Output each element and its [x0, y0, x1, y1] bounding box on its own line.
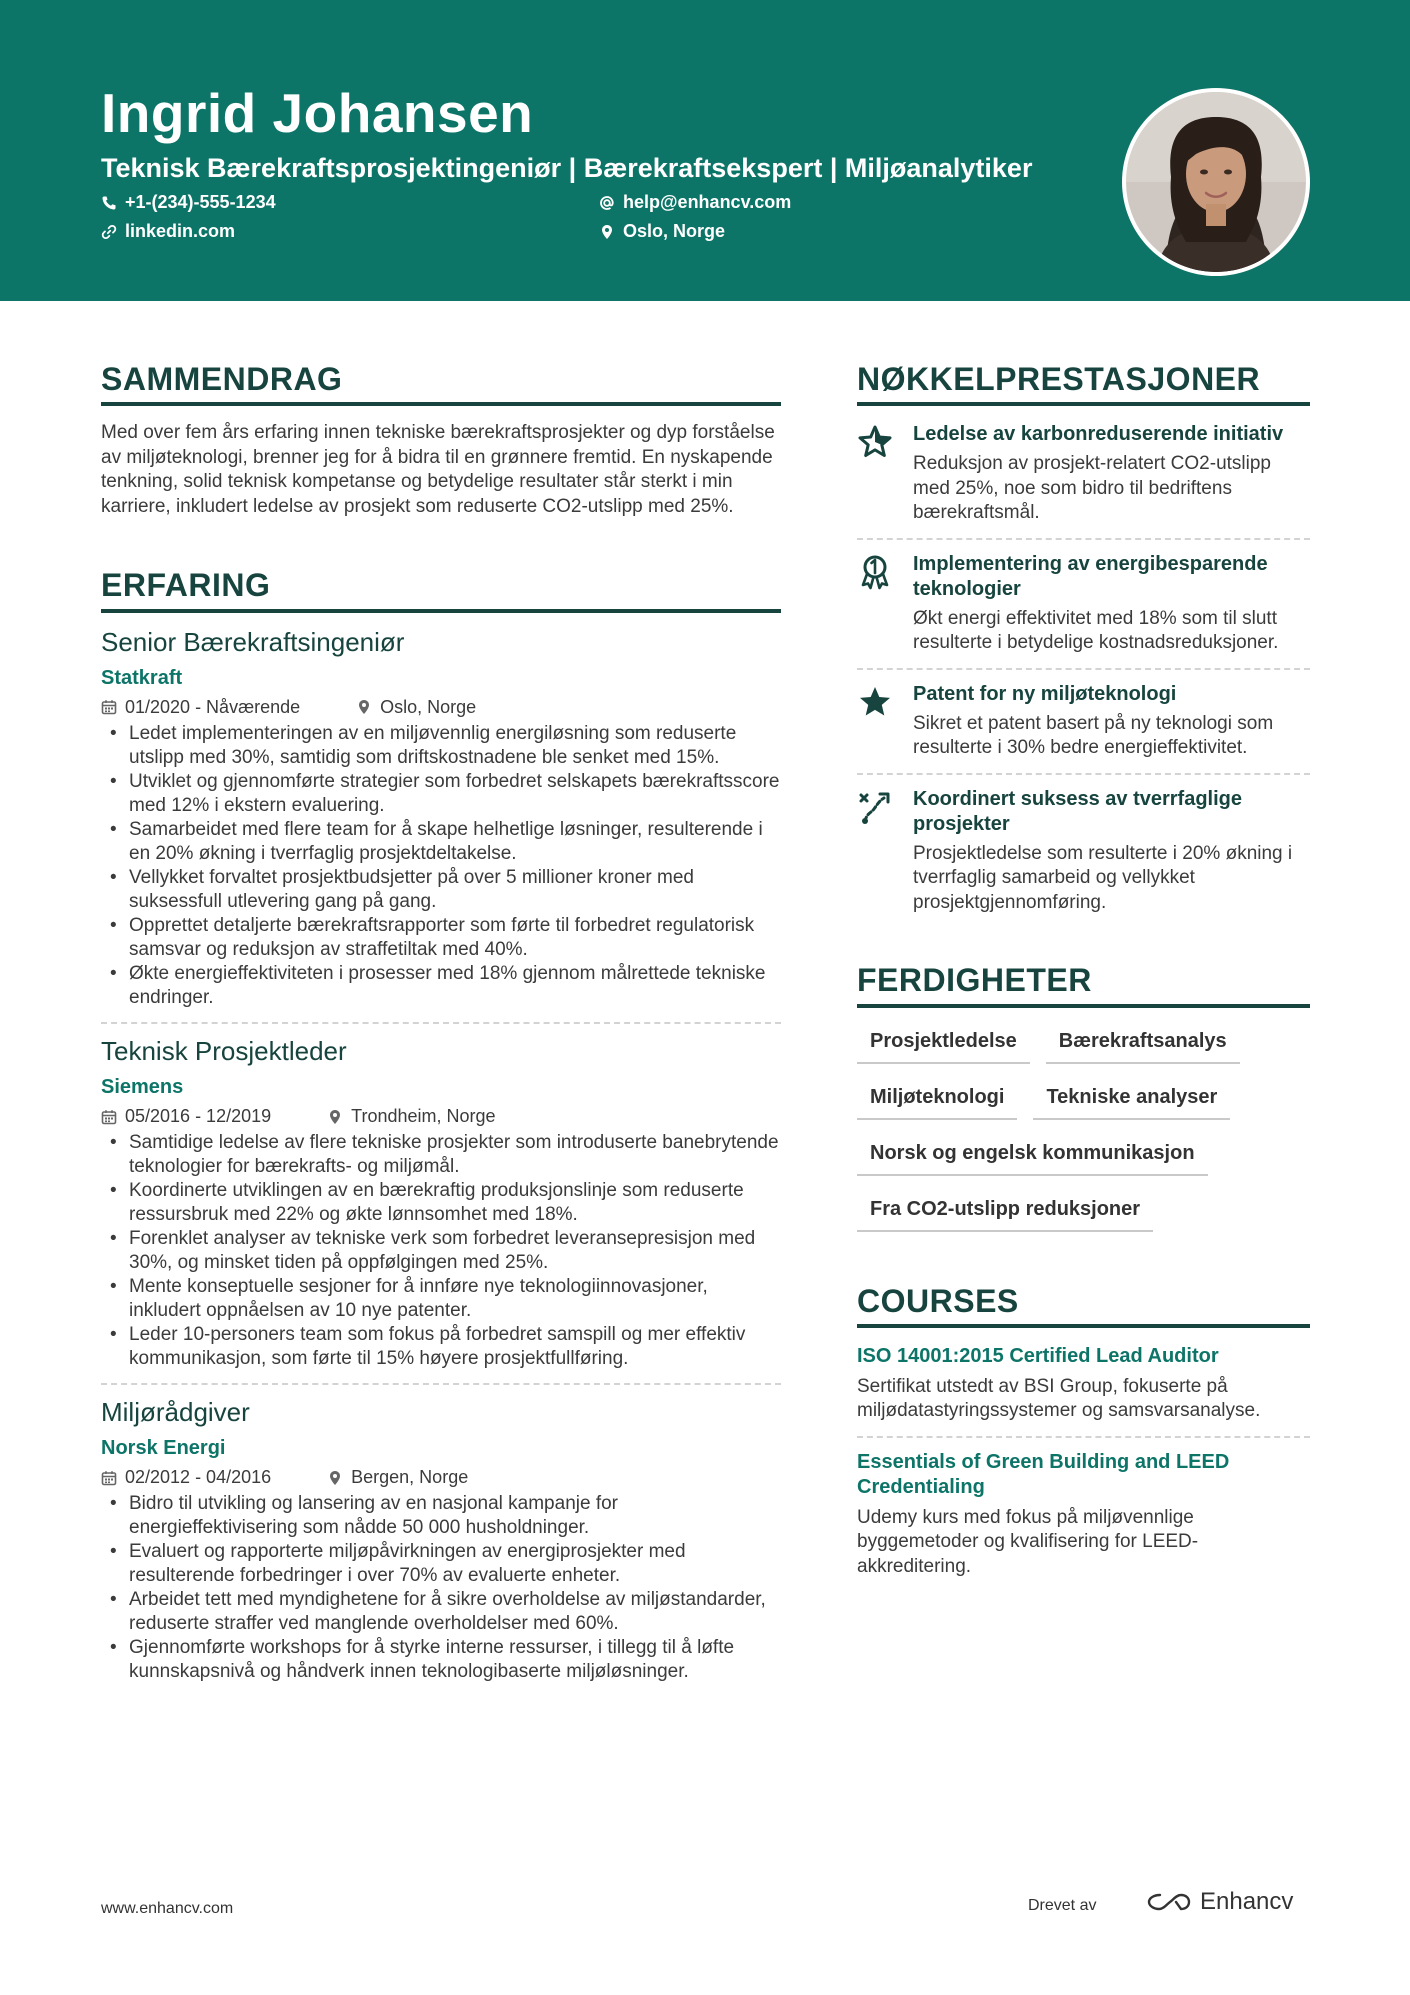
list-item: • Samarbeidet med flere team for å skape helhetlige løsninger, resulterende i en 20% økning i tverrfaglig prosjektdeltakelse. [101, 818, 781, 866]
footer-website[interactable]: www.enhancv.com [101, 1900, 234, 1917]
divider [857, 773, 1310, 775]
achievement-desc: Sikret et patent basert på ny teknologi som resulterte i 30% bedre energieffektivitet. [913, 712, 1274, 759]
job-bullets [101, 722, 781, 1010]
course-desc: Sertifikat utstedt av BSI Group, fokuserte på miljødatastyringssystemer og samsvarsanalyse. [857, 1375, 1261, 1422]
skill-tag: Fra CO2-utslipp reduksjoner [857, 1196, 1153, 1232]
job-dates: 05/2016 - 12/2019 [125, 1106, 272, 1127]
divider [857, 538, 1310, 540]
link-icon [101, 224, 117, 240]
achievement-title: Implementering av energibesparende teknologier [913, 552, 1268, 600]
enhancv-logo-icon [1146, 1890, 1192, 1914]
job-entry [101, 1036, 781, 1371]
list-item: • Evaluert og rapporterte miljøpåvirkningen av energiprosjekter med resulterende forbedringer i over 70% av evaluerte enheter. [101, 1540, 781, 1588]
job-dates: 01/2020 - Nåværende [125, 696, 301, 717]
course-item [857, 1344, 1310, 1424]
skills-heading: FERDIGHETER [857, 961, 1310, 1007]
list-item: • Mente konseptuelle sesjoner for å innføre nye teknologiinnovasjoner, inkludert oppnåelsen av 10 nye patenter. [101, 1275, 781, 1323]
company-name: Norsk Energi [101, 1437, 226, 1460]
job-meta [101, 1467, 781, 1488]
phone-text: +1-(234)-555-1234 [125, 192, 276, 212]
list-item: • Ledet implementeringen av en miljøvennlig energiløsning som reduserte utslipp med 30%, samtidig som driftskostnadene ble senket med 15%. [101, 722, 781, 770]
job-title: Teknisk Prosjektleder [101, 1035, 347, 1066]
divider [101, 1383, 781, 1385]
company-name: Statkraft [101, 666, 183, 689]
linkedin-text: linkedin.com [125, 221, 236, 241]
list-item: • Forenklet analyser av tekniske verk som forbedret leveransepresisjon med 30%, og minsket tiden på oppfølgingen med 25%. [101, 1227, 781, 1275]
achievement-desc: Prosjektledelse som resulterte i 20% økning i tverrfaglig samarbeid og vellykket prosjektgjennomføring. [913, 842, 1293, 913]
calendar-icon [101, 1470, 117, 1486]
skills-list [857, 1028, 1310, 1232]
job-bullets [101, 1492, 781, 1684]
location-pin-icon [599, 224, 615, 240]
job-location: Oslo, Norge [380, 696, 477, 717]
summary-text: Med over fem års erfaring innen tekniske bærekraftsprosjekter og dyp forståelse av miljøteknologi, brenner jeg for å bidra til en grønnere fremtid. En nyskapende tenkning, solid teknisk kompetanse og betydelige resultater står sterkt i min karriere, inkludert ledelse av prosjekt som reduserte CO2-utslipp med 25%. [101, 422, 775, 517]
right-column [857, 360, 1310, 1579]
job-dates: 02/2012 - 04/2016 [125, 1467, 272, 1488]
course-title: ISO 14001:2015 Certified Lead Auditor [857, 1345, 1219, 1368]
left-column [101, 360, 781, 1684]
candidate-name: Ingrid Johansen [101, 82, 534, 144]
company-name: Siemens [101, 1076, 184, 1099]
contact-phone[interactable] [101, 192, 276, 213]
divider [857, 1436, 1310, 1438]
achievement-item [857, 787, 1310, 916]
contact-location [599, 221, 725, 242]
list-item: • Utviklet og gjennomførte strategier som forbedret selskapets bærekraftsscore med 12% i ekstern evaluering. [101, 770, 781, 818]
star-outline-icon [857, 424, 893, 460]
job-location: Bergen, Norge [351, 1467, 469, 1488]
achievement-title: Koordinert suksess av tverrfaglige prosjekter [913, 787, 1243, 835]
summary-heading: SAMMENDRAG [101, 360, 781, 406]
award-ribbon-icon [857, 554, 893, 590]
avatar [1126, 92, 1306, 272]
skill-tag: Bærekraftsanalys [1046, 1028, 1240, 1064]
list-item: • Samtidige ledelse av flere tekniske prosjekter som introduserte banebrytende teknologier for bærekrafts- og miljømål. [101, 1131, 781, 1179]
location-pin-icon [327, 1109, 343, 1125]
achievement-item [857, 682, 1310, 761]
calendar-icon [101, 1109, 117, 1125]
divider [857, 668, 1310, 670]
location-pin-icon [356, 699, 372, 715]
contact-email[interactable] [599, 192, 791, 213]
divider [101, 1022, 781, 1024]
skill-tag: Miljøteknologi [857, 1084, 1017, 1120]
location-text: Oslo, Norge [623, 221, 726, 241]
list-item: • Opprettet detaljerte bærekraftsrapporter som førte til forbedret regulatorisk samsvar og reduksjon av straffetiltak med 40%. [101, 914, 781, 962]
list-item: • Bidro til utvikling og lansering av en nasjonal kampanje for energieffektivisering som nådde 50 000 husholdninger. [101, 1492, 781, 1540]
experience-heading: ERFARING [101, 566, 781, 612]
achievement-item [857, 552, 1310, 656]
list-item: • Økte energieffektiviteten i prosesser med 18% gjennom målrettede tekniske endringer. [101, 962, 781, 1010]
list-item: • Gjennomførte workshops for å styrke interne ressurser, i tillegg til å løfte kunnskapsnivå og håndverk innen teknologibaserte miljøløsninger. [101, 1636, 781, 1684]
header-banner [0, 0, 1410, 301]
achievement-title: Patent for ny miljøteknologi [913, 682, 1177, 705]
list-item: • Vellykket forvaltet prosjektbudsjetter på over 5 millioner kroner med suksessfull utlevering gang på gang. [101, 866, 781, 914]
achievement-desc: Økt energi effektivitet med 18% som til slutt resulterte i betydelige kostnadsreduksjoner. [913, 607, 1279, 654]
course-title: Essentials of Green Building and LEED Credentialing [857, 1450, 1230, 1499]
achievements-heading: NØKKELPRESTASJONER [857, 360, 1310, 406]
contact-linkedin[interactable] [101, 221, 235, 242]
job-meta [101, 697, 781, 718]
profile-photo [1122, 88, 1310, 276]
job-meta [101, 1106, 781, 1127]
list-item: • Arbeidet tett med myndighetene for å sikre overholdelse av miljøstandarder, reduserte straffer ved manglende overholdelser med 60%. [101, 1588, 781, 1636]
footer-powered-by: Drevet av [1028, 1897, 1097, 1914]
location-pin-icon [327, 1470, 343, 1486]
strategy-path-icon [857, 789, 893, 825]
star-filled-icon [857, 684, 893, 720]
job-title: Miljørådgiver [101, 1397, 250, 1428]
brand-name: Enhancv [1200, 1888, 1294, 1915]
job-entry [101, 627, 781, 1010]
job-entry [101, 1397, 781, 1684]
calendar-icon [101, 699, 117, 715]
list-item: • Leder 10-personers team som fokus på forbedret samspill og mer effektiv kommunikasjon, som førte til 15% høyere prosjektfullføring. [101, 1323, 781, 1371]
footer-brand-logo[interactable] [1146, 1888, 1293, 1916]
job-location: Trondheim, Norge [351, 1106, 496, 1127]
skill-tag: Tekniske analyser [1033, 1084, 1230, 1120]
list-item: • Koordinerte utviklingen av en bærekraftig produksjonslinje som reduserte ressursbruk med 22% og økte lønnsomhet med 18%. [101, 1179, 781, 1227]
skill-tag: Prosjektledelse [857, 1028, 1030, 1064]
course-item [857, 1450, 1310, 1580]
achievement-item [857, 422, 1310, 526]
skill-tag: Norsk og engelsk kommunikasjon [857, 1140, 1208, 1176]
achievement-title: Ledelse av karbonreduserende initiativ [913, 423, 1284, 446]
achievement-desc: Reduksjon av prosjekt-relatert CO2-utslipp med 25%, noe som bidro til bedriftens bærekraftsmål. [913, 453, 1271, 524]
candidate-title: Teknisk Bærekraftsprosjektingeniør | Bærekraftsekspert | Miljøanalytiker [101, 153, 1033, 183]
courses-heading: COURSES [857, 1282, 1310, 1328]
email-text: help@enhancv.com [623, 192, 792, 212]
job-bullets [101, 1131, 781, 1371]
course-desc: Udemy kurs med fokus på miljøvennlige byggemetoder og kvalifisering for LEED-akkreditering. [857, 1506, 1199, 1577]
job-title: Senior Bærekraftsingeniør [101, 626, 405, 657]
phone-icon [101, 195, 117, 211]
at-icon [599, 195, 615, 211]
